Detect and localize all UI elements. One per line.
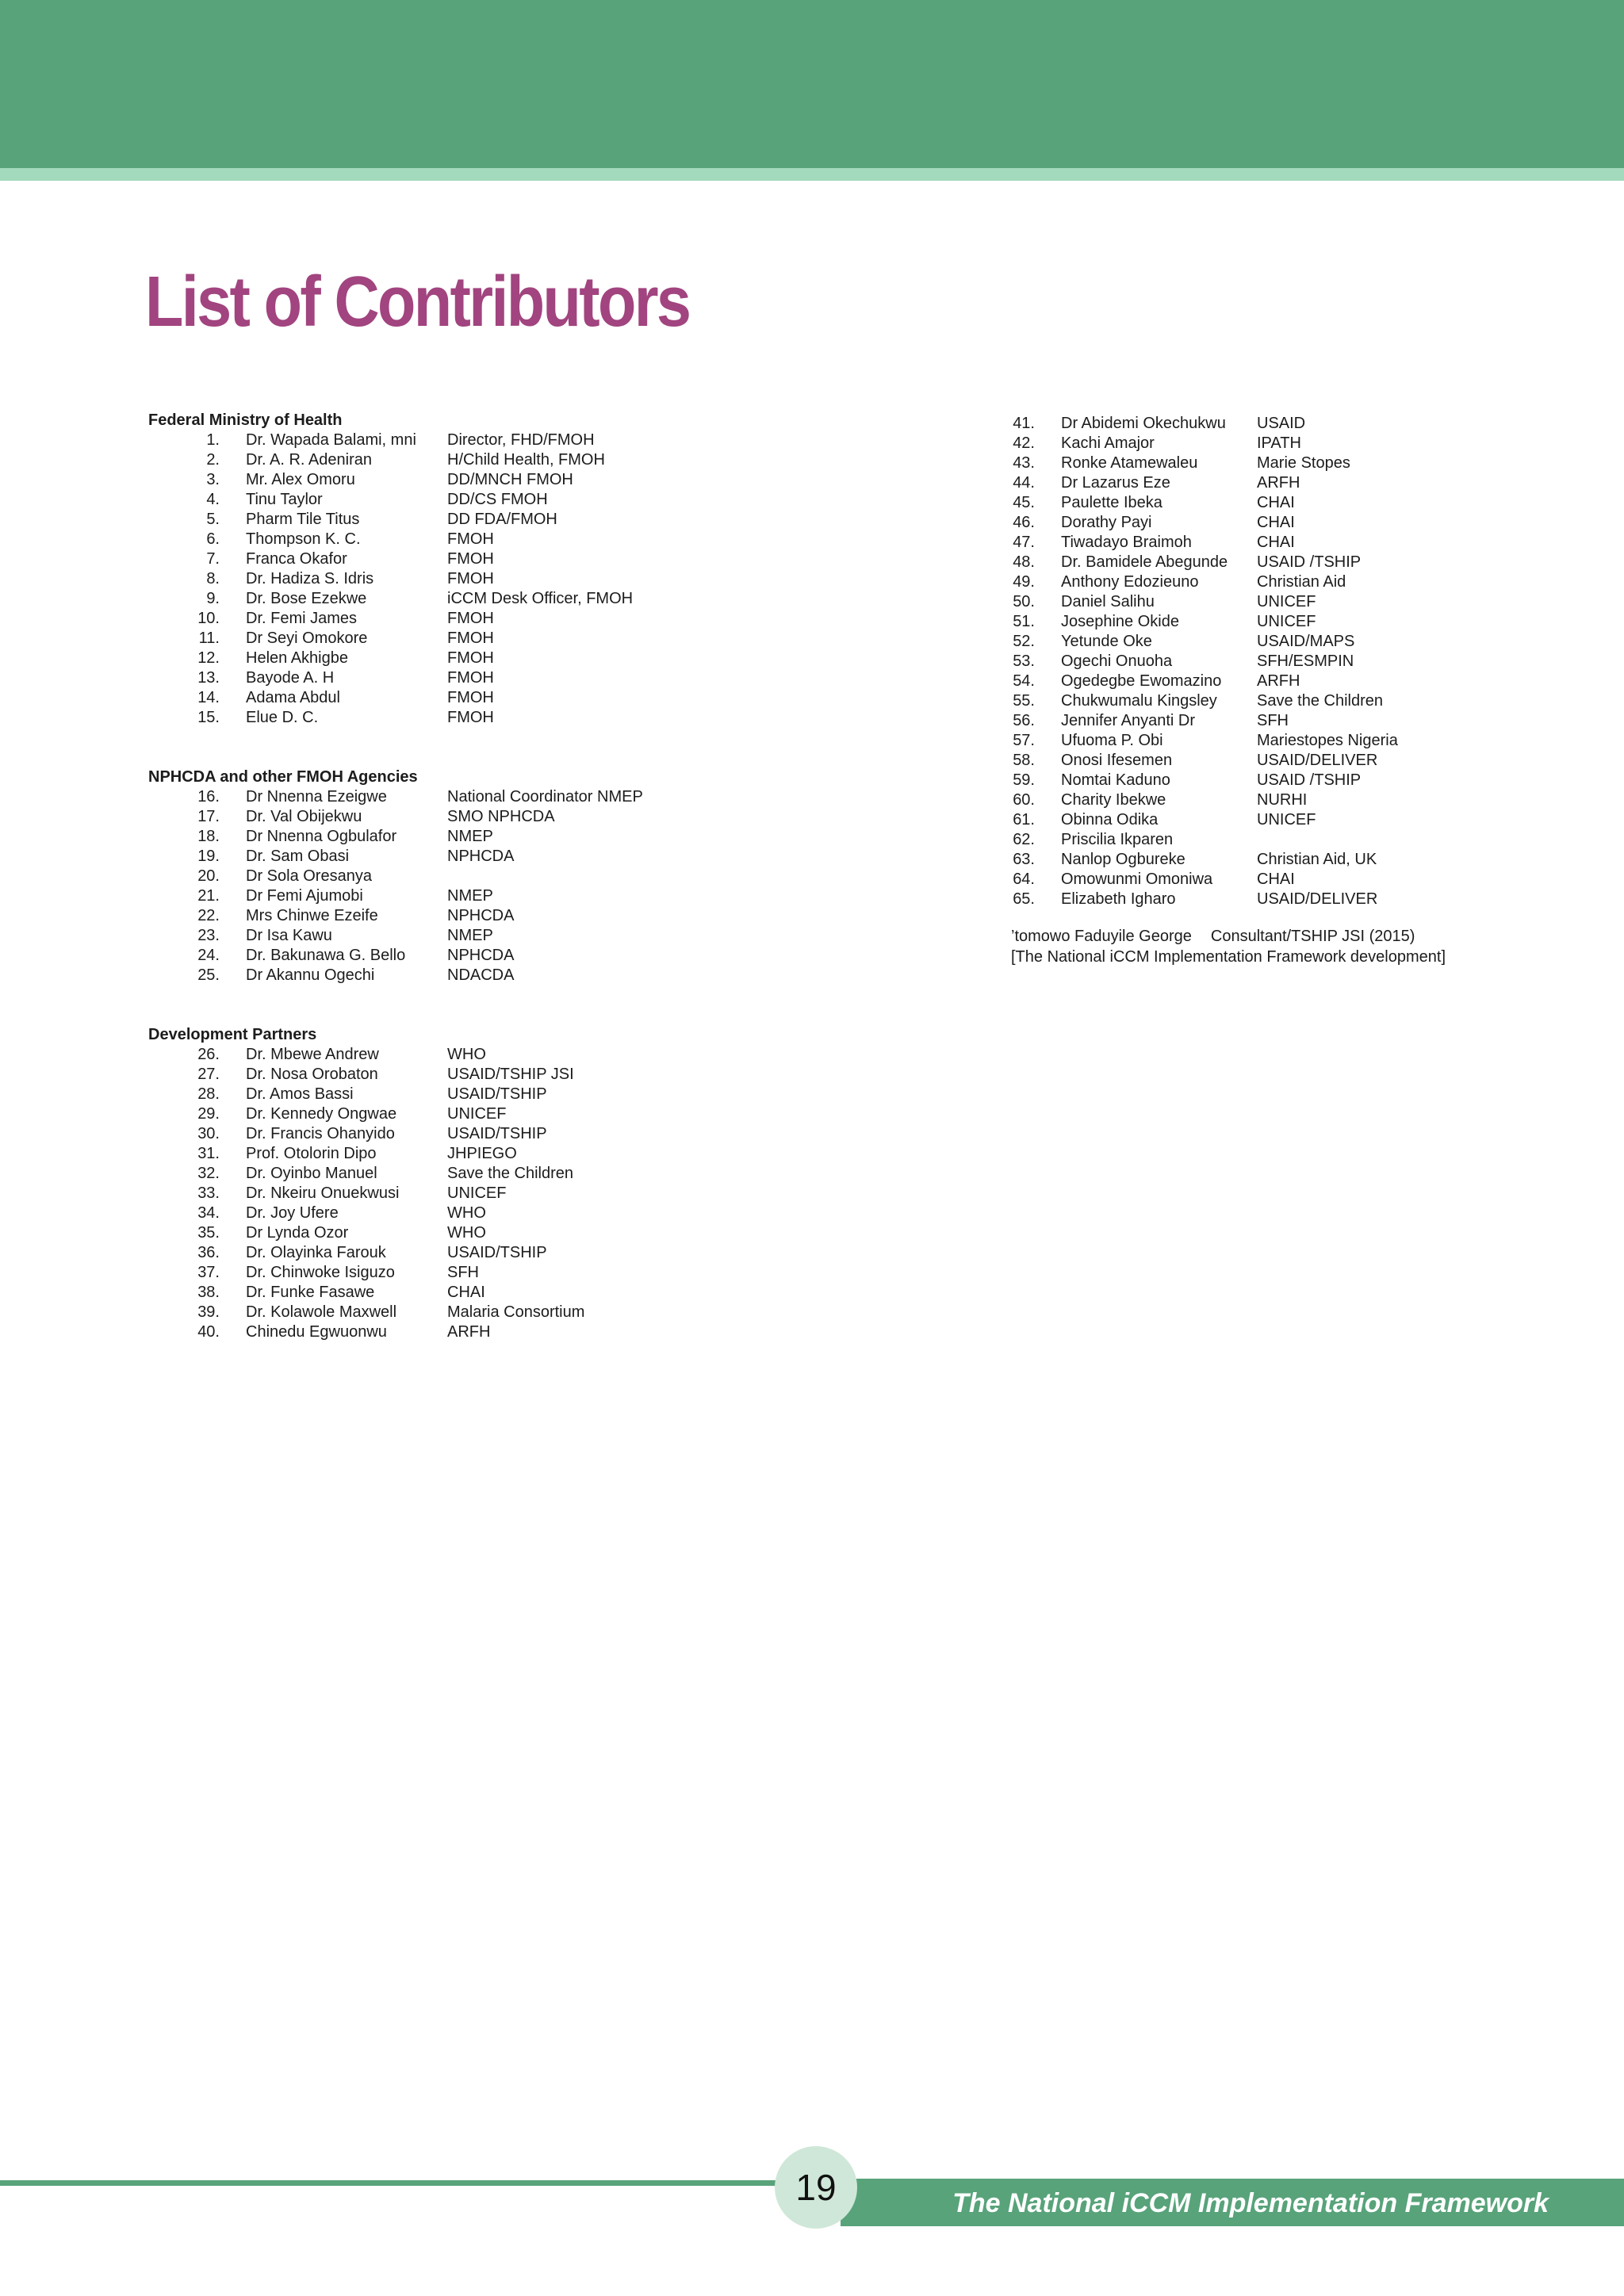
- consultant-note: [1011, 927, 1566, 968]
- contributor-organization: FMOH: [447, 669, 494, 687]
- contributor-organization: NPHCDA: [447, 848, 515, 865]
- contributor-organization: FMOH: [447, 570, 494, 587]
- contributor-name: Tiwadayo Braimoh: [1061, 534, 1192, 551]
- contributor-row: [148, 966, 751, 985]
- contributor-name: Dr. Wapada Balami, mni: [246, 431, 416, 449]
- consultant-role: Consultant/TSHIP JSI (2015): [1210, 928, 1415, 945]
- contributor-organization: JHPIEGO: [447, 1145, 517, 1162]
- contributor-row: [148, 1164, 751, 1184]
- contributor-name: Chinedu Egwuonwu: [246, 1323, 387, 1341]
- contributor-organization: Malaria Consortium: [447, 1303, 585, 1321]
- contributor-number: 29.: [197, 1105, 220, 1123]
- contributor-number: 7.: [206, 550, 220, 568]
- contributor-number: 4.: [206, 491, 220, 508]
- contributor-organization: Mariestopes Nigeria: [1257, 732, 1398, 749]
- contributor-number: 12.: [197, 649, 220, 667]
- contributor-row: [148, 1045, 751, 1065]
- contributor-number: 45.: [1013, 494, 1035, 511]
- contributor-organization: H/Child Health, FMOH: [447, 451, 605, 469]
- contributor-row: [148, 1065, 751, 1085]
- contributor-row: [148, 629, 751, 649]
- contributor-name: Dr Nnenna Ogbulafor: [246, 828, 397, 845]
- contributor-list: [148, 430, 751, 728]
- contributor-row: [1011, 790, 1566, 810]
- contributor-row: [1011, 453, 1566, 473]
- contributor-name: Kachi Amajor: [1061, 434, 1155, 452]
- contributor-organization: ARFH: [1257, 474, 1300, 492]
- contributor-organization: SFH: [1257, 712, 1289, 729]
- contributor-row: [148, 1263, 751, 1283]
- contributor-number: 55.: [1013, 692, 1035, 710]
- contributor-number: 32.: [197, 1165, 220, 1182]
- contributor-row: [1011, 830, 1566, 850]
- contributor-name: Ogechi Onuoha: [1061, 652, 1173, 670]
- contributor-number: 15.: [197, 709, 220, 726]
- contributor-name: Nomtai Kaduno: [1061, 771, 1170, 789]
- contributor-row: [148, 1124, 751, 1144]
- contributor-organization: CHAI: [447, 1284, 485, 1301]
- contributor-row: [1011, 870, 1566, 890]
- contributor-name: Omowunmi Omoniwa: [1061, 871, 1213, 888]
- contributor-row: [148, 787, 751, 807]
- contributor-number: 36.: [197, 1244, 220, 1261]
- contributor-name: Dr. Joy Ufere: [246, 1204, 339, 1222]
- contributor-organization: ARFH: [1257, 672, 1300, 690]
- contributor-row: [148, 886, 751, 906]
- contributor-number: 42.: [1013, 434, 1035, 452]
- contributor-row: [1011, 533, 1566, 553]
- contributor-name: Dr. Nkeiru Onuekwusi: [246, 1184, 400, 1202]
- contributor-number: 34.: [197, 1204, 220, 1222]
- contributor-row: [148, 569, 751, 589]
- contributor-row: [148, 1322, 751, 1342]
- contributor-organization: UNICEF: [447, 1105, 507, 1123]
- contributor-name: Dr. Olayinka Farouk: [246, 1244, 386, 1261]
- contributor-number: 54.: [1013, 672, 1035, 690]
- contributor-row: [1011, 810, 1566, 830]
- contributor-number: 27.: [197, 1066, 220, 1083]
- contributor-row: [1011, 572, 1566, 592]
- contributor-name: Tinu Taylor: [246, 491, 323, 508]
- contributor-row: [148, 807, 751, 827]
- contributor-number: 53.: [1013, 652, 1035, 670]
- contributor-organization: CHAI: [1257, 514, 1295, 531]
- contributor-row: [1011, 691, 1566, 711]
- contributor-name: Ronke Atamewaleu: [1061, 454, 1198, 472]
- contributor-organization: USAID/TSHIP: [447, 1244, 547, 1261]
- section-fmoh: [148, 411, 751, 728]
- contributor-organization: USAID/TSHIP JSI: [447, 1066, 574, 1083]
- contributor-name: Mr. Alex Omoru: [246, 471, 355, 488]
- contributor-list: [1011, 414, 1566, 909]
- contributor-row: [148, 609, 751, 629]
- contributor-number: 38.: [197, 1284, 220, 1301]
- contributor-row: [148, 470, 751, 490]
- contributor-number: 23.: [197, 927, 220, 944]
- contributor-number: 60.: [1013, 791, 1035, 809]
- contributor-name: Dr Isa Kawu: [246, 927, 332, 944]
- contributor-organization: UNICEF: [1257, 811, 1316, 828]
- contributor-number: 6.: [206, 530, 220, 548]
- consultant-description: [The National iCCM Implementation Framework development]: [1011, 948, 1446, 966]
- contributor-organization: CHAI: [1257, 534, 1295, 551]
- contributor-organization: Director, FHD/FMOH: [447, 431, 595, 449]
- contributor-number: 64.: [1013, 871, 1035, 888]
- contributor-name: Josephine Okide: [1061, 613, 1179, 630]
- contributor-organization: SFH: [447, 1264, 479, 1281]
- contributor-name: Dr. Kennedy Ongwae: [246, 1105, 397, 1123]
- contributor-organization: Save the Children: [447, 1165, 573, 1182]
- contributors-left-column: [148, 411, 751, 1382]
- contributor-row: [1011, 711, 1566, 731]
- contributor-number: 33.: [197, 1184, 220, 1202]
- contributor-name: Dr. Hadiza S. Idris: [246, 570, 374, 587]
- contributor-number: 9.: [206, 590, 220, 607]
- contributor-row: [148, 430, 751, 450]
- contributor-number: 46.: [1013, 514, 1035, 531]
- contributor-name: Priscilia Ikparen: [1061, 831, 1174, 848]
- contributor-number: 59.: [1013, 771, 1035, 789]
- contributor-number: 30.: [197, 1125, 220, 1142]
- page-number: 19: [775, 2146, 857, 2229]
- contributor-row: [148, 688, 751, 708]
- contributor-organization: FMOH: [447, 610, 494, 627]
- contributor-number: 58.: [1013, 752, 1035, 769]
- contributor-number: 18.: [197, 828, 220, 845]
- contributor-name: Dr. Francis Ohanyido: [246, 1125, 395, 1142]
- contributor-name: Dr. Bakunawa G. Bello: [246, 947, 406, 964]
- contributor-row: [148, 649, 751, 668]
- contributor-name: Dr. Oyinbo Manuel: [246, 1165, 377, 1182]
- contributor-number: 1.: [206, 431, 220, 449]
- contributor-organization: DD FDA/FMOH: [447, 511, 557, 528]
- contributor-number: 44.: [1013, 474, 1035, 492]
- contributor-name: Yetunde Oke: [1061, 633, 1152, 650]
- contributor-row: [148, 1223, 751, 1243]
- contributor-name: Prof. Otolorin Dipo: [246, 1145, 377, 1162]
- contributor-organization: USAID/TSHIP: [447, 1125, 547, 1142]
- contributor-number: 22.: [197, 907, 220, 924]
- contributor-organization: Save the Children: [1257, 692, 1383, 710]
- contributor-row: [1011, 652, 1566, 672]
- contributor-number: 47.: [1013, 534, 1035, 551]
- contributor-row: [148, 906, 751, 926]
- contributor-row: [1011, 414, 1566, 434]
- contributor-name: Helen Akhigbe: [246, 649, 348, 667]
- contributor-row: [148, 926, 751, 946]
- contributor-organization: UNICEF: [447, 1184, 507, 1202]
- contributor-number: 21.: [197, 887, 220, 905]
- contributor-organization: FMOH: [447, 550, 494, 568]
- contributor-row: [1011, 751, 1566, 771]
- section-title: NPHCDA and other FMOH Agencies: [148, 768, 418, 786]
- contributor-number: 50.: [1013, 593, 1035, 610]
- contributor-row: [1011, 493, 1566, 513]
- contributor-row: [148, 1085, 751, 1104]
- contributor-organization: CHAI: [1257, 494, 1295, 511]
- contributor-organization: DD/CS FMOH: [447, 491, 548, 508]
- contributor-organization: USAID/MAPS: [1257, 633, 1355, 650]
- contributor-number: 31.: [197, 1145, 220, 1162]
- contributor-row: [1011, 632, 1566, 652]
- contributor-name: Dr. Sam Obasi: [246, 848, 350, 865]
- contributor-row: [1011, 731, 1566, 751]
- contributor-row: [148, 946, 751, 966]
- contributor-name: Onosi Ifesemen: [1061, 752, 1173, 769]
- header-band: [0, 0, 1624, 168]
- contributor-row: [148, 510, 751, 530]
- contributor-organization: IPATH: [1257, 434, 1301, 452]
- contributor-organization: WHO: [447, 1224, 486, 1242]
- contributor-organization: ARFH: [447, 1323, 491, 1341]
- contributor-row: [148, 1203, 751, 1223]
- contributor-number: 37.: [197, 1264, 220, 1281]
- contributor-row: [148, 490, 751, 510]
- contributor-number: 10.: [197, 610, 220, 627]
- contributor-organization: NMEP: [447, 887, 493, 905]
- contributor-row: [1011, 553, 1566, 572]
- contributor-name: Dr Lazarus Eze: [1061, 474, 1170, 492]
- contributor-organization: iCCM Desk Officer, FMOH: [447, 590, 634, 607]
- section-title: Development Partners: [148, 1026, 317, 1043]
- contributor-organization: USAID /TSHIP: [1257, 771, 1362, 789]
- contributor-organization: USAID: [1257, 415, 1306, 432]
- contributor-name: Anthony Edozieuno: [1061, 573, 1199, 591]
- contributor-number: 51.: [1013, 613, 1035, 630]
- contributor-number: 57.: [1013, 732, 1035, 749]
- contributor-name: Mrs Chinwe Ezeife: [246, 907, 378, 924]
- contributor-number: 49.: [1013, 573, 1035, 591]
- contributor-name: Thompson K. C.: [246, 530, 361, 548]
- contributor-name: Elizabeth Igharo: [1061, 890, 1176, 908]
- contributor-name: Dr Akannu Ogechi: [246, 966, 375, 984]
- contributor-row: [1011, 850, 1566, 870]
- contributor-number: 65.: [1013, 890, 1035, 908]
- contributor-list: [148, 1045, 751, 1342]
- contributor-name: Dr. Amos Bassi: [246, 1085, 354, 1103]
- contributor-name: Franca Okafor: [246, 550, 347, 568]
- contributor-organization: FMOH: [447, 709, 494, 726]
- contributor-name: Nanlop Ogbureke: [1061, 851, 1185, 868]
- contributor-row: [1011, 672, 1566, 691]
- contributor-row: [1011, 513, 1566, 533]
- contributor-name: Dr. Kolawole Maxwell: [246, 1303, 397, 1321]
- contributor-organization: SFH/ESMPIN: [1257, 652, 1354, 670]
- contributor-row: [148, 549, 751, 569]
- contributor-row: [148, 1104, 751, 1124]
- footer-line: [0, 2180, 793, 2186]
- contributor-number: 41.: [1013, 415, 1035, 432]
- contributor-organization: FMOH: [447, 629, 494, 647]
- contributor-organization: FMOH: [447, 530, 494, 548]
- contributor-name: Ufuoma P. Obi: [1061, 732, 1163, 749]
- contributor-organization: USAID/DELIVER: [1257, 752, 1378, 769]
- contributor-name: Dr Seyi Omokore: [246, 629, 368, 647]
- contributor-organization: NPHCDA: [447, 947, 515, 964]
- contributor-list: [148, 787, 751, 985]
- contributor-row: [148, 1283, 751, 1303]
- contributor-row: [148, 827, 751, 847]
- contributor-organization: UNICEF: [1257, 593, 1316, 610]
- contributor-name: Dr. Chinwoke Isiguzo: [246, 1264, 395, 1281]
- contributor-name: Dr. Val Obijekwu: [246, 808, 362, 825]
- contributor-number: 2.: [206, 451, 220, 469]
- contributor-number: 40.: [197, 1323, 220, 1341]
- contributor-name: Elue D. C.: [246, 709, 319, 726]
- contributor-name: Jennifer Anyanti Dr: [1061, 712, 1195, 729]
- contributor-name: Dr. Mbewe Andrew: [246, 1046, 379, 1063]
- contributor-organization: SMO NPHCDA: [447, 808, 555, 825]
- contributor-number: 52.: [1013, 633, 1035, 650]
- contributor-organization: Christian Aid: [1257, 573, 1346, 591]
- contributor-organization: NPHCDA: [447, 907, 515, 924]
- contributor-row: [148, 1184, 751, 1203]
- contributor-name: Dr. Nosa Orobaton: [246, 1066, 378, 1083]
- contributor-organization: WHO: [447, 1204, 486, 1222]
- contributor-name: Dr. Bamidele Abegunde: [1061, 553, 1228, 571]
- contributor-name: Dr Lynda Ozor: [246, 1224, 349, 1242]
- contributor-name: Paulette Ibeka: [1061, 494, 1162, 511]
- contributor-number: 62.: [1013, 831, 1035, 848]
- contributor-number: 14.: [197, 689, 220, 706]
- contributor-number: 26.: [197, 1046, 220, 1063]
- contributor-number: 63.: [1013, 851, 1035, 868]
- contributor-organization: FMOH: [447, 689, 494, 706]
- contributor-row: [148, 867, 751, 886]
- contributor-number: 20.: [197, 867, 220, 885]
- contributor-organization: FMOH: [447, 649, 494, 667]
- contributor-row: [148, 1303, 751, 1322]
- contributor-name: Pharm Tile Titus: [246, 511, 360, 528]
- contributors-right-column: [1011, 414, 1566, 968]
- contributor-organization: UNICEF: [1257, 613, 1316, 630]
- contributor-row: [1011, 771, 1566, 790]
- contributor-number: 8.: [206, 570, 220, 587]
- contributor-name: Bayode A. H: [246, 669, 335, 687]
- contributor-organization: CHAI: [1257, 871, 1295, 888]
- contributor-organization: National Coordinator NMEP: [447, 788, 643, 806]
- contributor-row: [148, 530, 751, 549]
- section-development-partners: [148, 1025, 751, 1342]
- contributor-row: [1011, 890, 1566, 909]
- contributor-number: 61.: [1013, 811, 1035, 828]
- contributor-number: 24.: [197, 947, 220, 964]
- contributor-number: 28.: [197, 1085, 220, 1103]
- contributor-number: 5.: [206, 511, 220, 528]
- contributor-name: Chukwumalu Kingsley: [1061, 692, 1217, 710]
- contributor-number: 3.: [206, 471, 220, 488]
- section-title: Federal Ministry of Health: [148, 411, 343, 429]
- contributor-name: Adama Abdul: [246, 689, 340, 706]
- contributor-row: [148, 708, 751, 728]
- footer-title: The National iCCM Implementation Framework: [952, 2188, 1549, 2218]
- contributor-row: [148, 1144, 751, 1164]
- contributor-number: 17.: [197, 808, 220, 825]
- contributor-name: Dr Nnenna Ezeigwe: [246, 788, 387, 806]
- contributor-row: [1011, 612, 1566, 632]
- consultant-name: ’tomowo Faduyile George: [1011, 928, 1192, 945]
- contributor-name: Ogedegbe Ewomazino: [1061, 672, 1222, 690]
- contributor-row: [148, 450, 751, 470]
- section-nphcda: [148, 767, 751, 985]
- contributor-name: Dr Femi Ajumobi: [246, 887, 363, 905]
- contributor-organization: NDACDA: [447, 966, 515, 984]
- contributor-organization: Christian Aid, UK: [1257, 851, 1377, 868]
- page-title: List of Contributors: [145, 262, 690, 342]
- contributor-number: 39.: [197, 1303, 220, 1321]
- contributor-row: [1011, 434, 1566, 453]
- contributor-organization: WHO: [447, 1046, 486, 1063]
- contributor-name: Daniel Salihu: [1061, 593, 1155, 610]
- contributor-row: [148, 668, 751, 688]
- contributor-organization: USAID/DELIVER: [1257, 890, 1378, 908]
- contributor-row: [148, 589, 751, 609]
- contributor-row: [148, 1243, 751, 1263]
- contributor-name: Charity Ibekwe: [1061, 791, 1166, 809]
- contributor-name: Dr. Bose Ezekwe: [246, 590, 367, 607]
- contributor-organization: NMEP: [447, 828, 493, 845]
- contributor-number: 43.: [1013, 454, 1035, 472]
- contributor-number: 11.: [198, 629, 220, 647]
- contributor-organization: Marie Stopes: [1257, 454, 1350, 472]
- contributor-organization: USAID/TSHIP: [447, 1085, 547, 1103]
- contributor-name: Dorathy Payi: [1061, 514, 1152, 531]
- contributor-name: Dr. A. R. Adeniran: [246, 451, 372, 469]
- contributor-number: 13.: [197, 669, 220, 687]
- contributor-name: Obinna Odika: [1061, 811, 1159, 828]
- contributor-name: Dr. Femi James: [246, 610, 358, 627]
- contributor-organization: NURHI: [1257, 791, 1308, 809]
- contributor-row: [1011, 473, 1566, 493]
- contributor-name: Dr Abidemi Okechukwu: [1061, 415, 1226, 432]
- contributor-number: 16.: [197, 788, 220, 806]
- contributor-organization: DD/MNCH FMOH: [447, 471, 573, 488]
- contributor-number: 25.: [197, 966, 220, 984]
- contributor-name: Dr Sola Oresanya: [246, 867, 372, 885]
- contributor-number: 56.: [1013, 712, 1035, 729]
- contributor-name: Dr. Funke Fasawe: [246, 1284, 375, 1301]
- contributor-number: 35.: [197, 1224, 220, 1242]
- header-stripe: [0, 168, 1624, 181]
- contributor-organization: NMEP: [447, 927, 493, 944]
- contributor-organization: USAID /TSHIP: [1257, 553, 1362, 571]
- contributor-number: 48.: [1013, 553, 1035, 571]
- contributor-row: [148, 847, 751, 867]
- contributor-row: [1011, 592, 1566, 612]
- contributor-number: 19.: [197, 848, 220, 865]
